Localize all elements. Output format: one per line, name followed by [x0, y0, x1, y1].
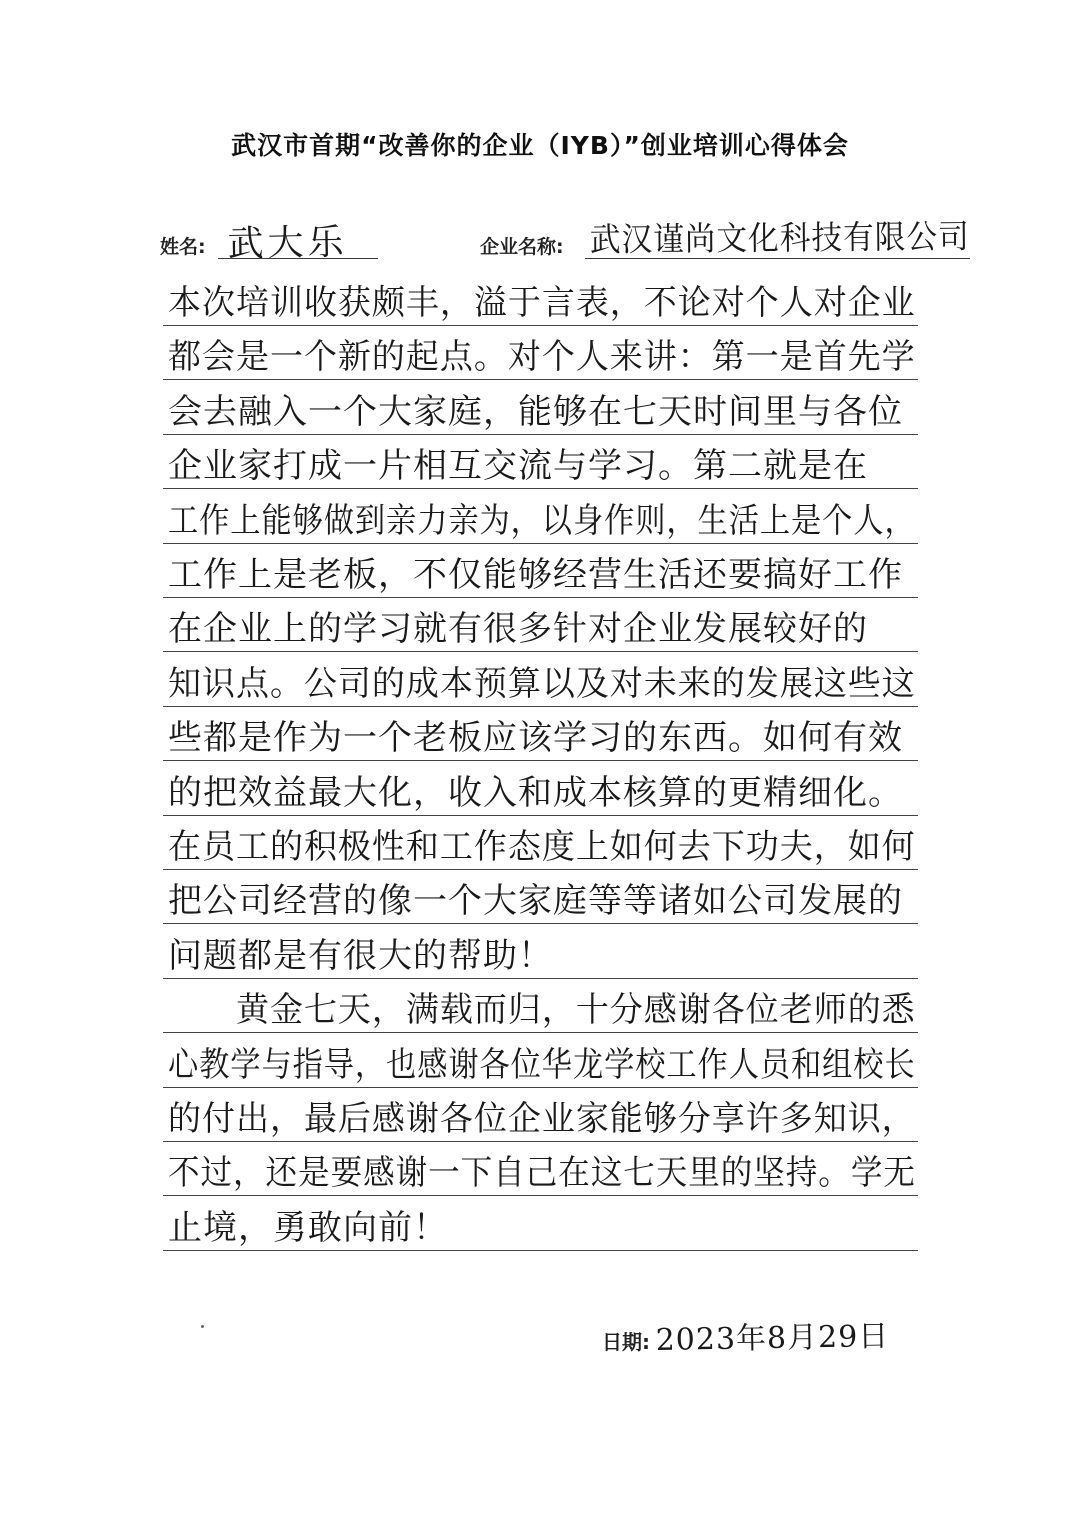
ruled-line: [163, 543, 918, 544]
body-line: 在员工的积极性和工作态度上如何去下功夫，如何: [168, 827, 916, 867]
ruled-line: [163, 815, 918, 816]
body-line: 黄金七天，满载而归，十分感谢各位老师的悉: [168, 990, 916, 1031]
body-line: 本次培训收获颇丰，溢于言表，不论对个人对企业: [168, 283, 916, 323]
name-label: 姓名:: [160, 236, 206, 258]
ruled-line: [163, 325, 918, 326]
body-line: 不过，还是要感谢一下自己在这七天里的坚持。学无: [168, 1153, 916, 1194]
body-line: 的付出，最后感谢各位企业家能够分享许多知识，: [168, 1099, 916, 1139]
body-line: 止境，勇敢向前！: [168, 1207, 448, 1248]
body-line: 的把效益最大化，收入和成本核算的更精细化。: [168, 772, 903, 813]
body-line: 些都是作为一个老板应该学习的东西。如何有效: [168, 718, 903, 759]
ruled-line: [163, 1250, 918, 1251]
ruled-line: [163, 1141, 918, 1142]
ruled-line: [163, 760, 918, 761]
ruled-line: [163, 1087, 918, 1088]
name-value: 武大乐: [227, 221, 348, 266]
name-underline: [218, 258, 378, 259]
date-label: 日期:: [602, 1330, 650, 1354]
body-line: 工作上能够做到亲力亲为，以身作则，生活上是个人，: [168, 500, 916, 541]
ruled-line: [163, 651, 918, 652]
body-line: 会去融入一个大家庭，能够在七天时间里与各位: [168, 391, 903, 432]
body-line: 企业家打成一片相互交流与学习。第二就是在: [168, 446, 868, 487]
body-line: 工作上是老板，不仅能够经营生活还要搞好工作: [168, 555, 903, 595]
date-value: 2023年8月29日: [655, 1318, 890, 1359]
ruled-line: [163, 379, 918, 380]
ruled-line: [163, 706, 918, 707]
company-value: 武汉谨尚文化科技有限公司: [589, 216, 970, 260]
body-line: 都会是一个新的起点。对个人来讲：第一是首先学: [168, 337, 916, 378]
ruled-line: [163, 434, 918, 435]
scan-speck: [201, 1325, 204, 1328]
ruled-line: [163, 597, 918, 598]
body-line: 心教学与指导，也感谢各位华龙学校工作人员和组校长: [168, 1044, 916, 1085]
company-label: 企业名称:: [480, 236, 564, 258]
body-line: 知识点。公司的成本预算以及对未来的发展这些这: [168, 663, 916, 704]
company-underline: [585, 258, 970, 259]
page-title: 武汉市首期“改善你的企业（IYB）”创业培训心得体会: [231, 131, 849, 160]
ruled-line: [163, 869, 918, 870]
ruled-line: [163, 1032, 918, 1033]
body-line: 问题都是有很大的帮助！: [168, 935, 553, 976]
ruled-line: [163, 923, 918, 924]
ruled-line: [163, 1195, 918, 1196]
body-line: 把公司经营的像一个大家庭等等诸如公司发展的: [168, 881, 903, 922]
ruled-line: [163, 488, 918, 489]
body-line: 在企业上的学习就有很多针对企业发展较好的: [168, 609, 868, 650]
ruled-line: [163, 978, 918, 979]
